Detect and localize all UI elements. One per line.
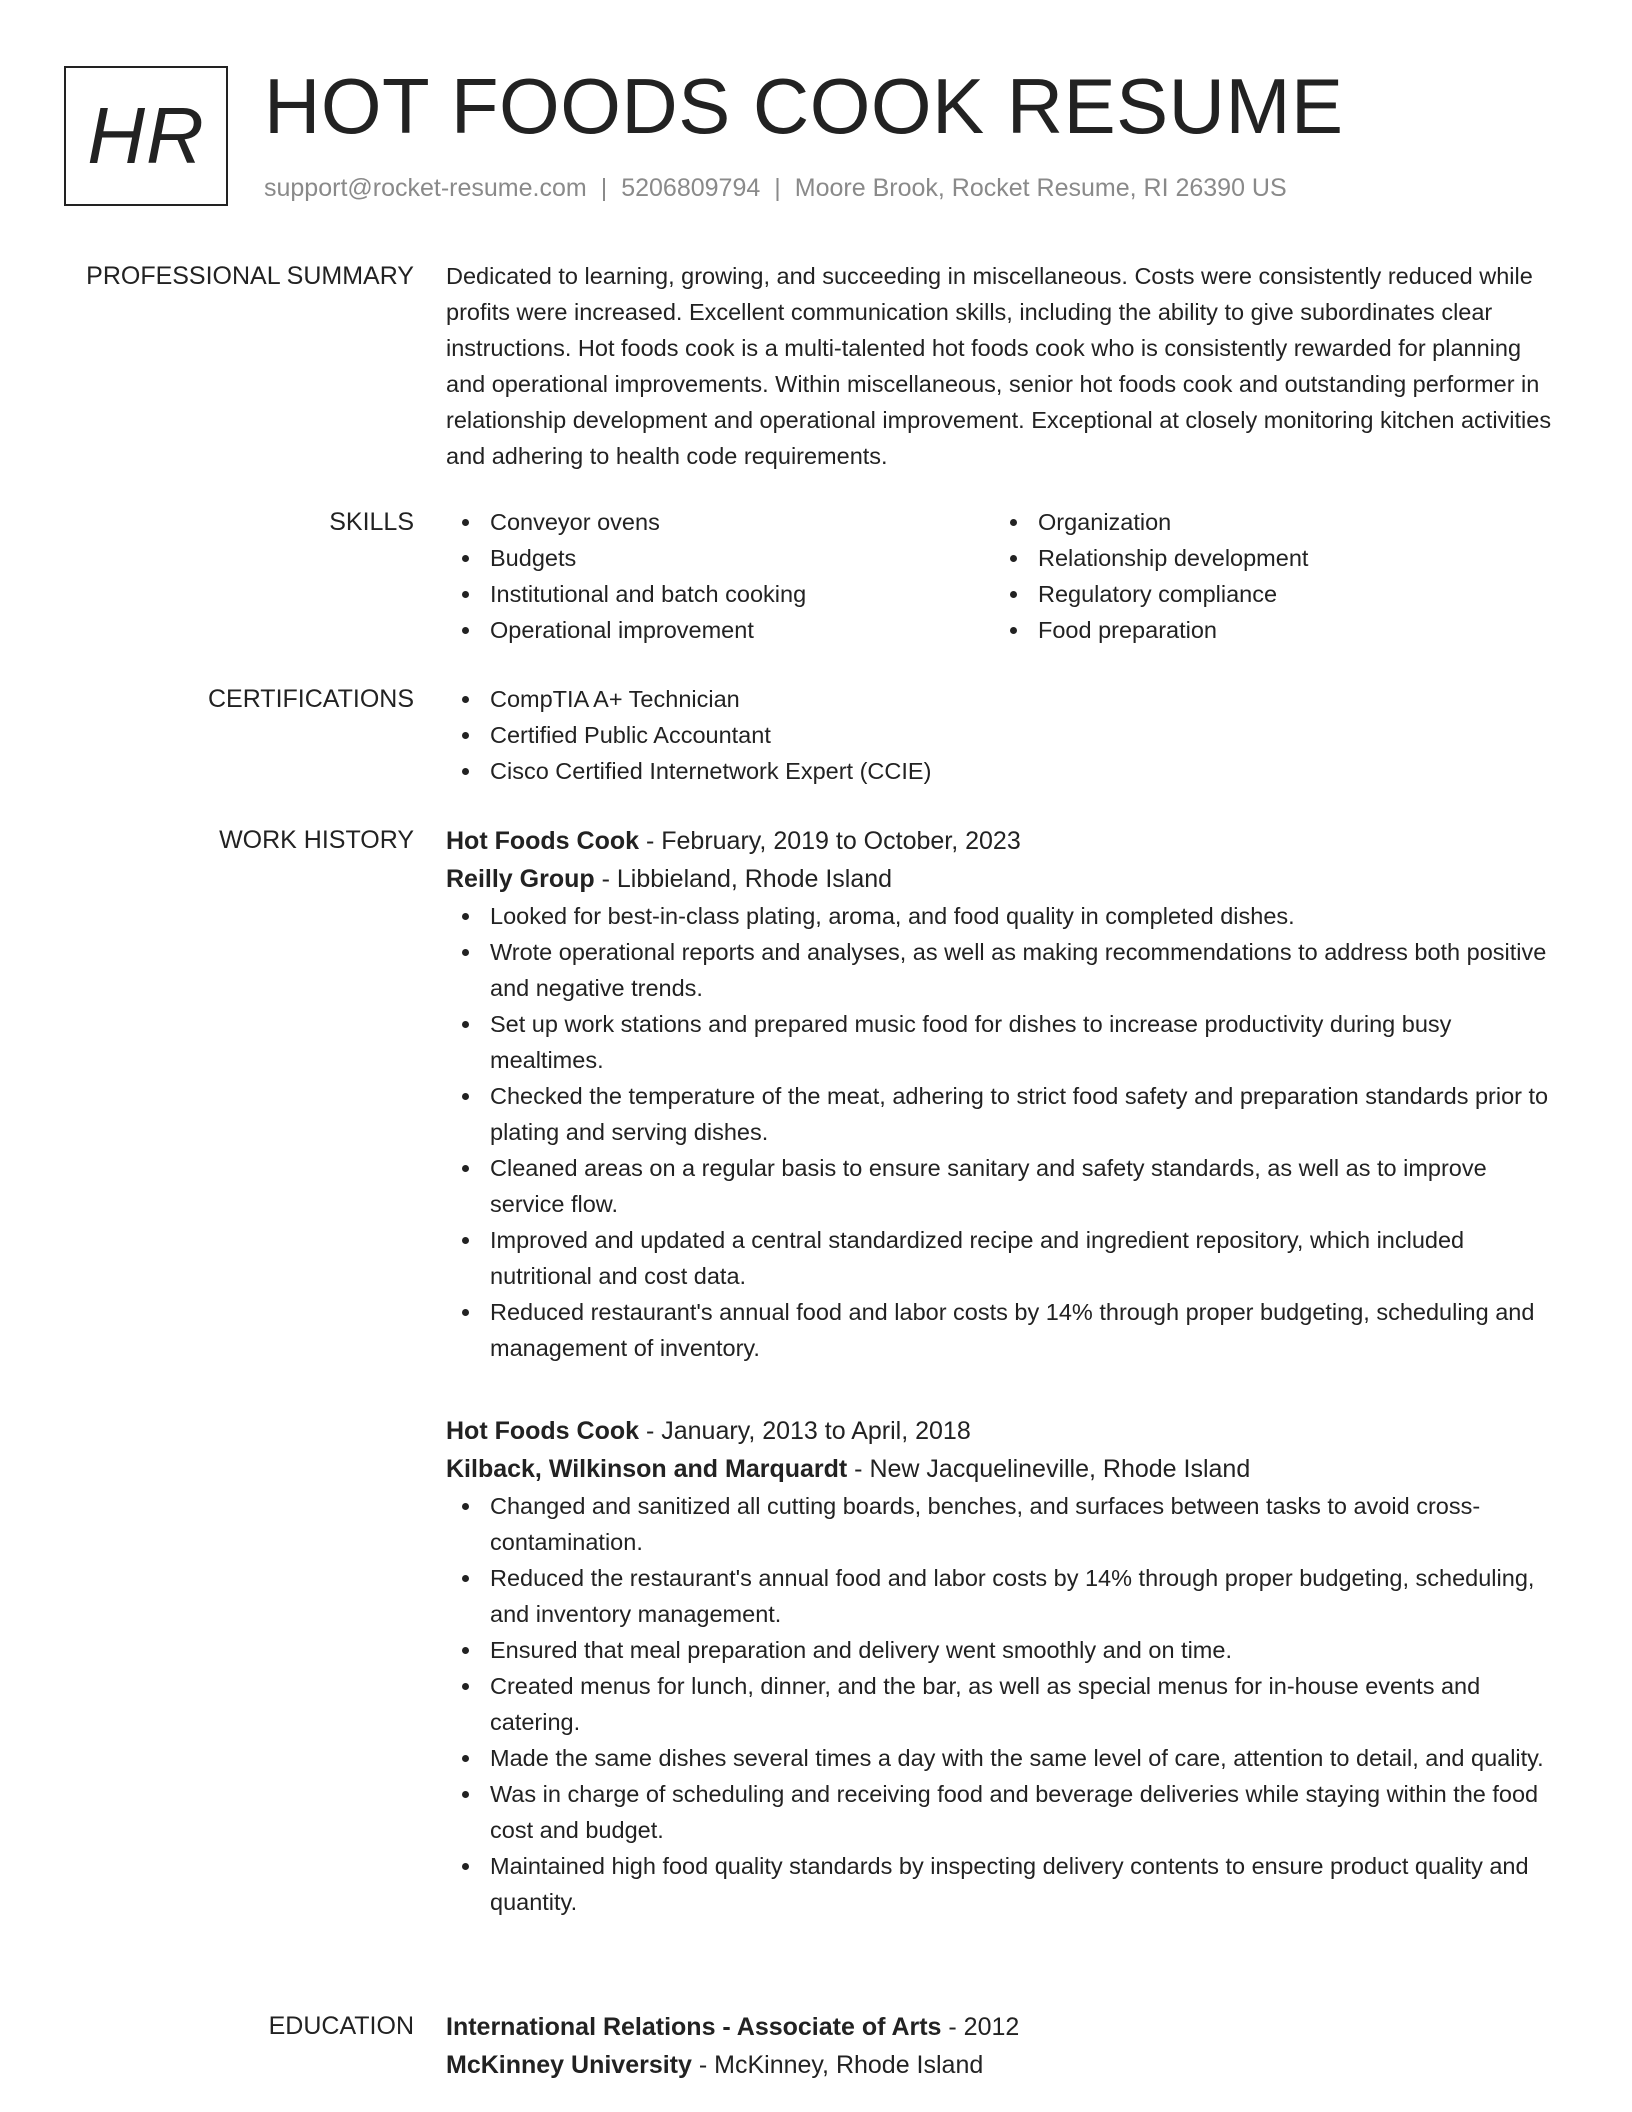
- education-school: McKinney University: [446, 2051, 692, 2079]
- contact-email: support@rocket-resume.com: [264, 174, 587, 202]
- job-duty-item: Maintained high food quality standards by inspecting delivery contents to ensure product quality and quantity.: [446, 1848, 1566, 1920]
- job-duty-item: Cleaned areas on a regular basis to ensure sanitary and safety standards, as well as to improve service flow.: [446, 1150, 1566, 1222]
- education-degree: International Relations - Associate of Arts: [446, 2013, 942, 2041]
- job-duties-list: [446, 1488, 1566, 1920]
- job-dates: - January, 2013 to April, 2018: [639, 1417, 971, 1445]
- job-company-line: [446, 1450, 1566, 1488]
- job-entry: [446, 1412, 1566, 1920]
- education-location: - McKinney, Rhode Island: [691, 2051, 984, 2079]
- job-duty-item: Reduced restaurant's annual food and labor costs by 14% through proper budgeting, scheduling and management of inventory.: [446, 1294, 1566, 1366]
- section-label-summary: PROFESSIONAL SUMMARY: [86, 262, 414, 290]
- page-title: HOT FOODS COOK RESUME: [264, 62, 1344, 150]
- job-title: Hot Foods Cook: [446, 827, 640, 855]
- job-duty-item: Reduced the restaurant's annual food and labor costs by 14% through proper budgeting, scheduling, and inventory management.: [446, 1560, 1566, 1632]
- skill-item: Organization: [994, 504, 1542, 540]
- job-duty-item: Checked the temperature of the meat, adhering to strict food safety and preparation standards prior to plating and serving dishes.: [446, 1078, 1566, 1150]
- certifications-list: [446, 681, 1566, 789]
- contact-address: Moore Brook, Rocket Resume, RI 26390 US: [794, 174, 1287, 202]
- education-degree-line: [446, 2008, 1566, 2046]
- job-duty-item: Wrote operational reports and analyses, as well as making recommendations to address both positive and negative trends.: [446, 934, 1566, 1006]
- skill-item: Regulatory compliance: [994, 576, 1542, 612]
- certification-item: Certified Public Accountant: [446, 717, 1566, 753]
- contact-phone: 5206809794: [621, 174, 761, 202]
- job-title: Hot Foods Cook: [446, 1417, 640, 1445]
- section-label-certifications: CERTIFICATIONS: [207, 685, 414, 713]
- contact-separator: |: [774, 174, 781, 202]
- job-duty-item: Changed and sanitized all cutting boards, benches, and surfaces between tasks to avoid cross-contamination.: [446, 1488, 1566, 1560]
- section-label-skills: SKILLS: [329, 508, 414, 536]
- skill-item: Operational improvement: [446, 612, 994, 648]
- skill-item: Institutional and batch cooking: [446, 576, 994, 612]
- section-label-work-history: WORK HISTORY: [219, 826, 414, 854]
- job-title-line: [446, 822, 1566, 860]
- skill-item: Relationship development: [994, 540, 1542, 576]
- certification-item: CompTIA A+ Technician: [446, 681, 1566, 717]
- job-dates: - February, 2019 to October, 2023: [639, 827, 1021, 855]
- job-duty-item: Created menus for lunch, dinner, and the bar, as well as special menus for in-house events and catering.: [446, 1668, 1566, 1740]
- skills-list: [446, 504, 1566, 648]
- education-year: - 2012: [941, 2013, 1020, 2041]
- job-location: - New Jacquelineville, Rhode Island: [847, 1455, 1251, 1483]
- contact-separator: |: [600, 174, 608, 202]
- job-location: - Libbieland, Rhode Island: [594, 865, 893, 893]
- job-duty-item: Made the same dishes several times a day with the same level of care, attention to detail, and quality.: [446, 1740, 1566, 1776]
- job-company: Reilly Group: [446, 865, 595, 893]
- summary-text: Dedicated to learning, growing, and succeeding in miscellaneous. Costs were consistently reduced while profits were increased. Excellent communication skills, including the ability to give subordinates clear instructions. Hot foods cook is a multi-talented hot foods cook who is consistently rewarded for planning and operational improvements. Within miscellaneous, senior hot foods cook and outstanding performer in relationship development and operational improvement. Exceptional at closely monitoring kitchen activities and adhering to health code requirements.: [446, 263, 1552, 469]
- monogram-badge: HR: [64, 66, 228, 206]
- education-school-line: [446, 2046, 1566, 2084]
- contact-line: [264, 174, 1287, 203]
- job-duty-item: Looked for best-in-class plating, aroma, and food quality in completed dishes.: [446, 898, 1566, 934]
- skill-item: Food preparation: [994, 612, 1542, 648]
- job-duty-item: Was in charge of scheduling and receiving food and beverage deliveries while staying within the food cost and budget.: [446, 1776, 1566, 1848]
- job-duties-list: [446, 898, 1566, 1366]
- section-label-education: EDUCATION: [268, 2012, 414, 2040]
- job-title-line: [446, 1412, 1566, 1450]
- job-company-line: [446, 860, 1566, 898]
- job-duty-item: Improved and updated a central standardized recipe and ingredient repository, which included nutritional and cost data.: [446, 1222, 1566, 1294]
- job-entry: [446, 822, 1566, 1366]
- skill-item: Budgets: [446, 540, 994, 576]
- certification-item: Cisco Certified Internetwork Expert (CCIE): [446, 753, 1566, 789]
- job-duty-item: Ensured that meal preparation and delivery went smoothly and on time.: [446, 1632, 1566, 1668]
- job-company: Kilback, Wilkinson and Marquardt: [446, 1455, 848, 1483]
- resume-header: [64, 62, 1572, 211]
- skill-item: Conveyor ovens: [446, 504, 994, 540]
- job-duty-item: Set up work stations and prepared music food for dishes to increase productivity during busy mealtimes.: [446, 1006, 1566, 1078]
